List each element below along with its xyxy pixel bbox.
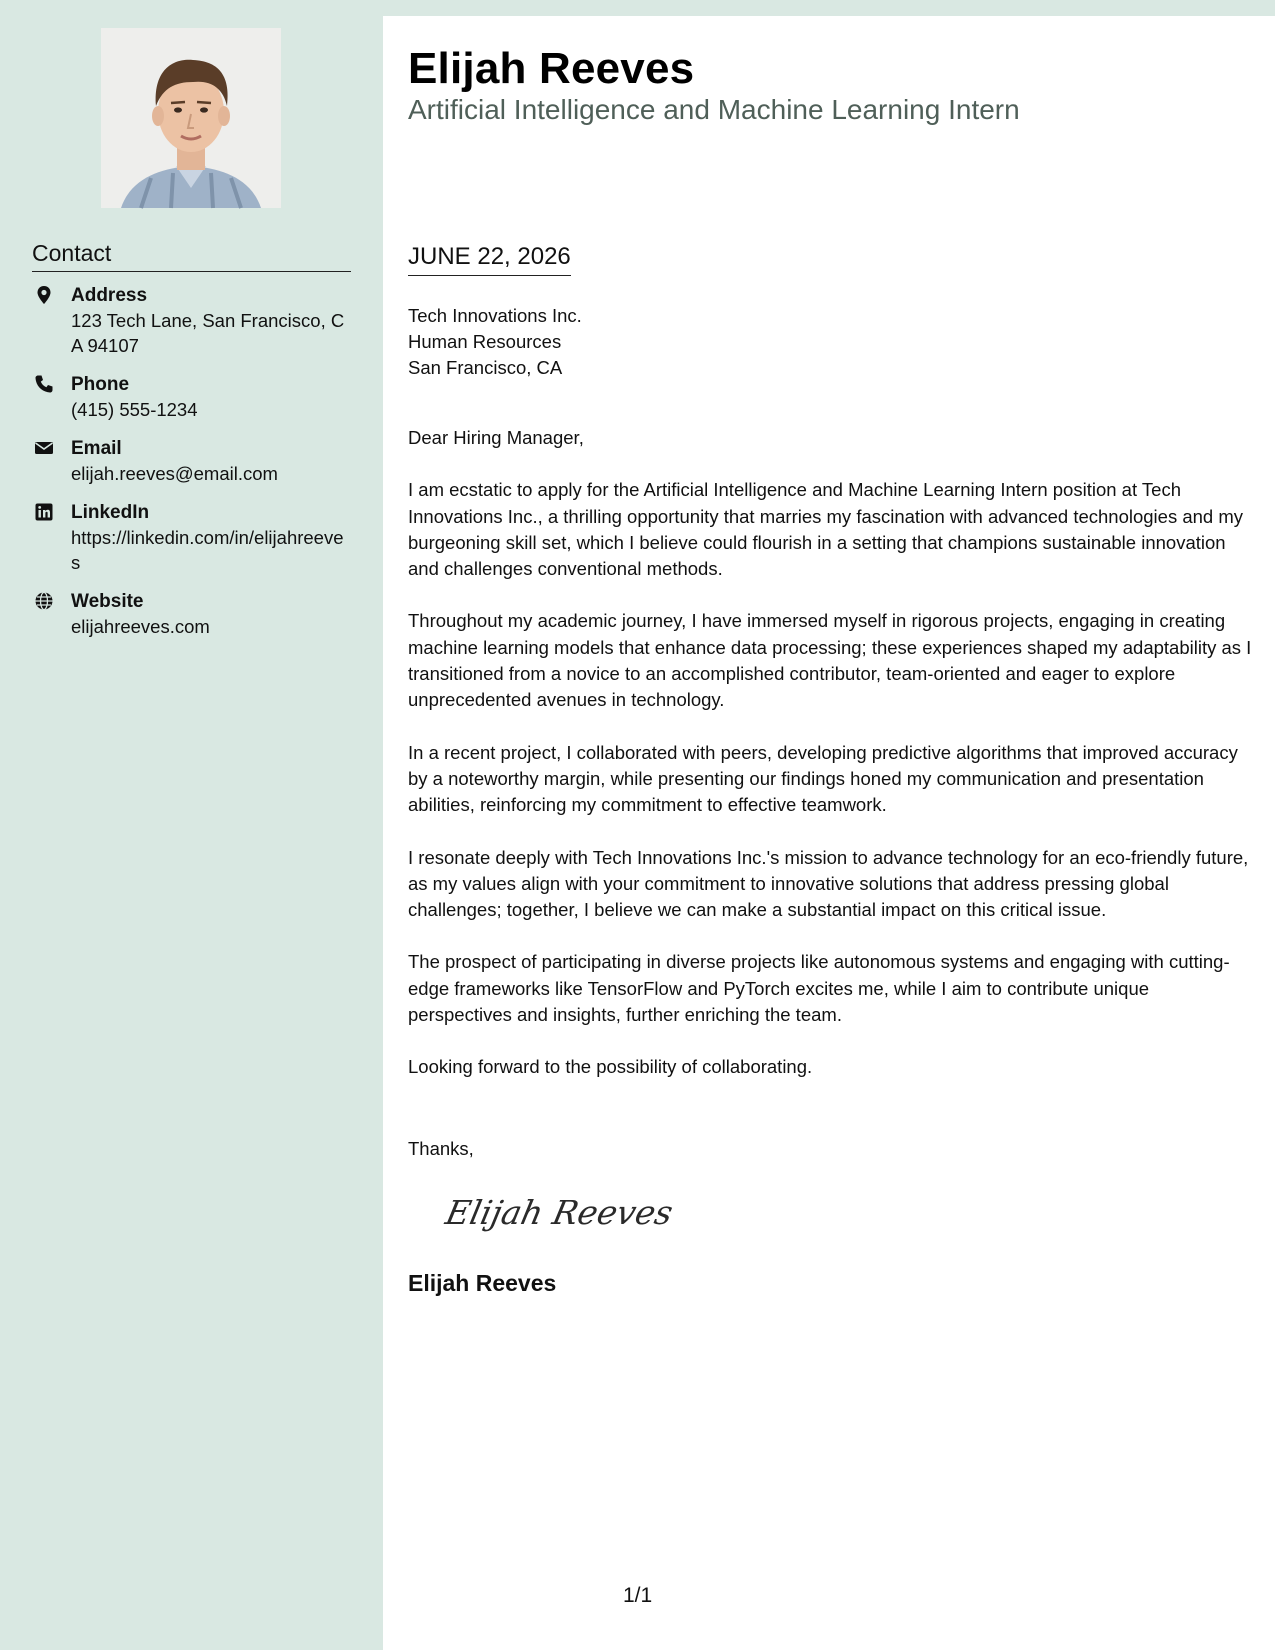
profile-photo bbox=[101, 28, 281, 208]
recipient-location: San Francisco, CA bbox=[408, 357, 563, 378]
linkedin-value[interactable]: https://linkedin.com/in/elijahreeves bbox=[71, 527, 344, 573]
letter-body bbox=[408, 425, 1253, 1107]
page-number: 1/1 bbox=[623, 1584, 653, 1607]
contact-label: Website bbox=[71, 591, 144, 612]
recipient-block bbox=[408, 303, 582, 381]
map-pin-icon bbox=[34, 285, 54, 305]
phone-value[interactable]: (415) 555-1234 bbox=[71, 399, 198, 420]
letter-paragraph: Looking forward to the possibility of collaborating. bbox=[408, 1056, 813, 1078]
signature-drawing bbox=[441, 1182, 677, 1242]
letter-paragraph: The prospect of participating in diverse projects like autonomous systems and engaging with cutting-edge frameworks like TensorFlow and PyTorch excites me, while I aim to contribute unique perspectives and insights, further enriching the team. bbox=[408, 951, 1230, 1026]
website-value[interactable]: elijahreeves.com bbox=[71, 616, 210, 637]
handwritten-signature bbox=[441, 1182, 677, 1242]
address-value: 123 Tech Lane, San Francisco, CA 94107 bbox=[71, 310, 345, 356]
signer-name: Elijah Reeves bbox=[408, 1270, 557, 1296]
letter-paragraph: Throughout my academic journey, I have immersed myself in rigorous projects, engaging in creating machine learning models that enhance data processing; these experiences shaped my adaptability as I transitioned from a novice to an accomplished contributor, team-oriented and eager to explore unprecedented avenues in technology. bbox=[408, 610, 1252, 711]
contact-item-phone bbox=[32, 372, 352, 422]
applicant-name: Elijah Reeves bbox=[408, 44, 695, 93]
contact-list bbox=[32, 283, 352, 653]
letter-paragraph: I am ecstatic to apply for the Artificial Intelligence and Machine Learning Intern position at Tech Innovations Inc., a thrilling opportunity that marries my fascination with advanced technologies and my burgeoning skill set, which I believe could flourish in a setting that champions sustainable innovation and challenges conventional methods. bbox=[408, 479, 1244, 580]
contact-label: LinkedIn bbox=[71, 502, 150, 523]
letter-date: JUNE 22, 2026 bbox=[408, 243, 571, 276]
contact-heading: Contact bbox=[32, 240, 351, 272]
signature-text: Elijah Reeves bbox=[442, 1193, 677, 1232]
contact-item-website bbox=[32, 589, 352, 639]
applicant-role: Artificial Intelligence and Machine Learning Intern bbox=[408, 94, 1020, 125]
contact-label: Phone bbox=[71, 374, 130, 395]
letter-paragraph: I resonate deeply with Tech Innovations Inc.'s mission to advance technology for an eco-friendly future, as my values align with your commitment to innovative solutions that address pressing global challenges; together, I believe we can make a substantial impact on this critical issue. bbox=[408, 846, 1249, 921]
envelope-icon bbox=[34, 438, 54, 458]
contact-item-address bbox=[32, 283, 352, 358]
recipient-company: Tech Innovations Inc. bbox=[408, 305, 582, 326]
profile-photo-illustration bbox=[101, 28, 281, 208]
recipient-department: Human Resources bbox=[408, 331, 562, 352]
phone-icon bbox=[34, 374, 54, 394]
contact-label: Address bbox=[71, 285, 148, 306]
closing: Thanks, bbox=[408, 1138, 474, 1159]
letter-main bbox=[383, 16, 1275, 1650]
email-value[interactable]: elijah.reeves@email.com bbox=[71, 463, 278, 484]
contact-item-linkedin bbox=[32, 500, 352, 575]
linkedin-icon bbox=[34, 502, 54, 522]
globe-icon bbox=[34, 591, 54, 611]
salutation: Dear Hiring Manager, bbox=[408, 427, 584, 448]
sidebar bbox=[0, 0, 383, 1650]
letter-paragraph: In a recent project, I collaborated with peers, developing predictive algorithms that improved accuracy by a noteworthy margin, while presenting our findings honed my communication and presentation abilities, reinforcing my commitment to effective teamwork. bbox=[408, 741, 1238, 816]
contact-label: Email bbox=[71, 438, 122, 459]
contact-item-email bbox=[32, 436, 352, 486]
